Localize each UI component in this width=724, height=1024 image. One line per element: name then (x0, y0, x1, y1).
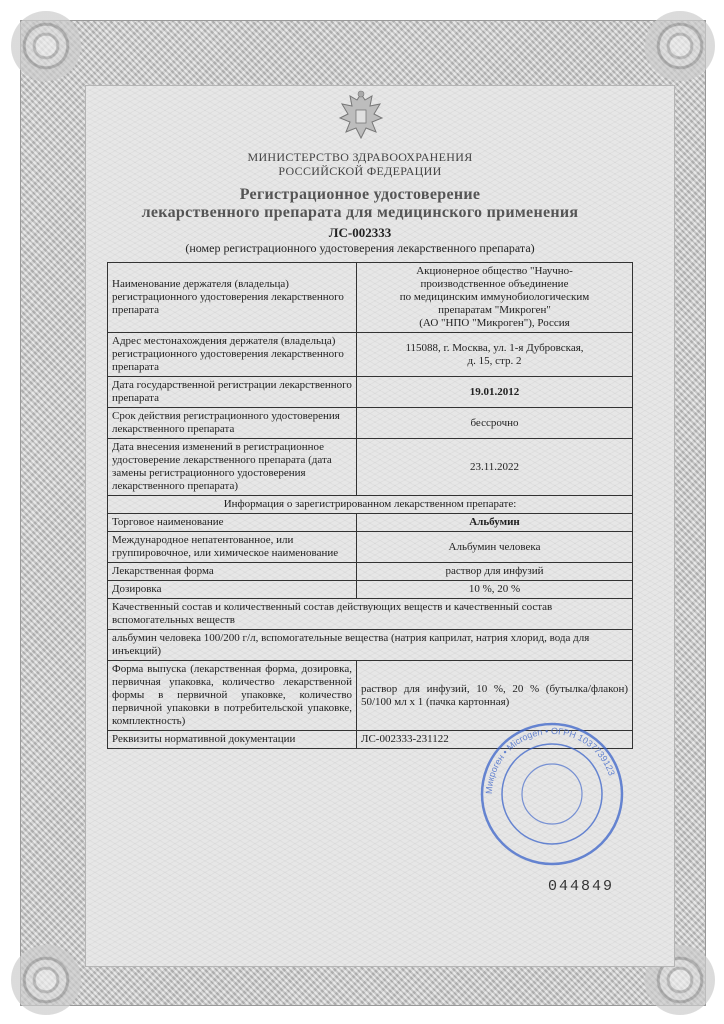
corner-rosette (645, 11, 715, 81)
document-title (100, 186, 620, 222)
validity-label: Срок действия регистрационного удостоверения лекарственного препарата (108, 408, 357, 439)
inn-value: Альбумин человека (357, 532, 633, 563)
address-label: Адрес местонахождения держателя (владельца) регистрационного удостоверения лекарственного препарата (108, 333, 357, 377)
address-line: д. 15, стр. 2 (467, 354, 522, 367)
registration-number: ЛС-002333 (328, 225, 392, 240)
table-row (108, 581, 633, 599)
table-row (108, 630, 633, 661)
holder-value (357, 263, 633, 333)
registration-number-note: (номер регистрационного удостоверения лекарственного препарата) (185, 241, 535, 255)
trade-name-label: Торговое наименование (108, 514, 357, 532)
coat-of-arms-icon (332, 88, 390, 146)
composition-header: Качественный состав и количественный состав действующих веществ и качественный состав вспомогательных веществ (108, 599, 633, 630)
address-line: 115088, г. Москва, ул. 1-я Дубровская, (405, 341, 584, 354)
dosage-value: 10 %, 20 % (357, 581, 633, 599)
company-seal (478, 720, 626, 868)
corner-rosette (11, 11, 81, 81)
address-value (357, 333, 633, 377)
holder-line: препаратам "Микроген" (438, 304, 551, 316)
reg-date-value: 19.01.2012 (357, 377, 633, 408)
trade-name-value: Альбумин (357, 514, 633, 532)
holder-line: по медицинским иммунобиологическим (399, 291, 590, 303)
corner-rosette (11, 945, 81, 1015)
table-row (108, 263, 633, 333)
table-row (108, 333, 633, 377)
seal-ring-text: Микроген • Microgen • ОГРН 1037739123 (483, 725, 617, 795)
table-row (108, 377, 633, 408)
ministry-line: МИНИСТЕРСТВО ЗДРАВООХРАНЕНИЯ (247, 150, 473, 164)
change-date-value: 23.11.2022 (357, 439, 633, 496)
info-section-header: Информация о зарегистрированном лекарственном препарате: (108, 496, 633, 514)
title-line: лекарственного препарата для медицинского применения (141, 204, 579, 221)
reg-date-label: Дата государственной регистрации лекарственного препарата (108, 377, 357, 408)
table-row (108, 408, 633, 439)
certificate-table (107, 262, 633, 749)
change-date-label: Дата внесения изменений в регистрационное удостоверение лекарственного препарата (дата замены регистрационного удостоверения лекарственного препарата) (108, 439, 357, 496)
release-form-value: раствор для инфузий, 10 %, 20 % (бутылка/флакон) 50/100 мл x 1 (пачка картонная) (357, 661, 633, 731)
inn-label: Международное непатентованное, или группировочное, или химическое наименование (108, 532, 357, 563)
table-row (108, 532, 633, 563)
dosage-label: Дозировка (108, 581, 357, 599)
validity-value: бессрочно (357, 408, 633, 439)
table-row (108, 563, 633, 581)
table-row (108, 514, 633, 532)
table-row (108, 599, 633, 630)
holder-line: Акционерное общество "Научно- (416, 265, 573, 277)
table-row (108, 439, 633, 496)
composition-value: альбумин человека 100/200 г/л, вспомогательные вещества (натрия каприлат, натрия хлорид, вода для инъекций) (108, 630, 633, 661)
dosage-form-label: Лекарственная форма (108, 563, 357, 581)
ministry-line: РОССИЙСКОЙ ФЕДЕРАЦИИ (278, 164, 442, 178)
dosage-form-value: раствор для инфузий (357, 563, 633, 581)
holder-line: производственное объединение (420, 278, 569, 290)
normative-doc-value: ЛС-002333-231122 (357, 731, 633, 749)
blank-serial-number: 044849 (548, 878, 615, 895)
holder-label: Наименование держателя (владельца) регистрационного удостоверения лекарственного препарата (108, 263, 357, 333)
table-row (108, 496, 633, 514)
release-form-label: Форма выпуска (лекарственная форма, дозировка, первичная упаковка, количество лекарственной формы в первичной упаковке, количество первичной упаковки в потребительской упаковке, комплектность) (108, 661, 357, 731)
normative-doc-label: Реквизиты нормативной документации (108, 731, 357, 749)
title-line: Регистрационное удостоверение (239, 186, 481, 203)
holder-line: (АО "НПО "Микроген"), Россия (419, 317, 570, 329)
ministry-name (150, 150, 570, 178)
